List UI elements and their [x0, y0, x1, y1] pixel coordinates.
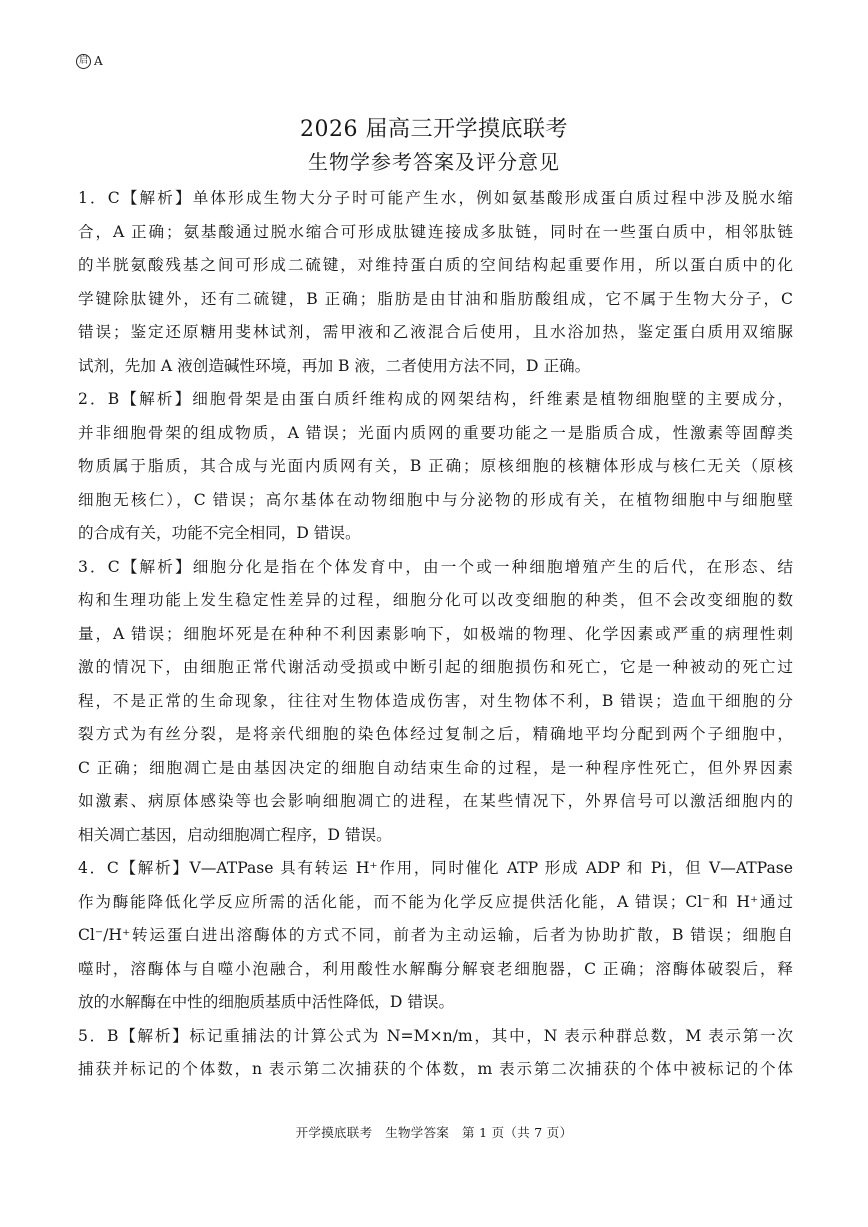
- text-line: 放的水解酶在中性的细胞质基质中活性降低，D 错误。: [78, 993, 455, 1011]
- text-line: C 正确；细胞凋亡是由基因决定的细胞自动结束生命的过程，是一种程序性死亡，但外界因素: [78, 758, 793, 777]
- text-line: 5．B【解析】标记重捕法的计算公式为 N=M×n/m，其中，N 表示种群总数，M 表示第一次: [78, 1026, 793, 1045]
- exam-badge: [76, 53, 103, 69]
- text-line: 1．C【解析】单体形成生物大分子时可能产生水，例如氨基酸形成蛋白质过程中涉及脱水缩: [78, 189, 793, 207]
- document-title: 2026 届高三开学摸底联考: [300, 117, 568, 142]
- text-line: 激的情况下，由细胞正常代谢活动受损或中断引起的细胞损伤和死亡，它是一种被动的死亡过: [78, 658, 793, 676]
- text-line: 裂方式为有丝分裂，是将亲代细胞的染色体经过复制之后，精确地平均分配到两个子细胞中，: [78, 725, 793, 743]
- text-line: Cl⁻/H⁺转运蛋白进出溶酶体的方式不同，前者为主动运输，后者为协助扩散，B 错误；细胞自: [78, 926, 793, 944]
- text-line: 4．C【解析】V—ATPase 具有转运 H⁺作用，同时催化 ATP 形成 ADP 和 Pi，但 V—ATPase: [78, 859, 793, 877]
- text-line: 噬时，溶酶体与自噬小泡融合，利用酸性水解酶分解衰老细胞器，C 正确；溶酶体破裂后，释: [78, 959, 793, 978]
- text-line: 构和生理功能上发生稳定性差异的过程，细胞分化可以改变细胞的种类，但不会改变细胞的数: [78, 591, 793, 609]
- text-line: 的合成有关，功能不完全相同，D 错误。: [78, 524, 361, 542]
- text-line: 如激素、病原体感染等也会影响细胞凋亡的进程，在某些情况下，外界信号可以激活细胞内的: [78, 792, 793, 810]
- text-line: 并非细胞骨架的组成物质，A 错误；光面内质网的重要功能之一是脂质合成，性激素等固醇类: [78, 423, 793, 442]
- version-letter: A: [94, 54, 103, 68]
- text-line: 相关凋亡基因，启动细胞凋亡程序，D 错误。: [78, 825, 392, 844]
- answer-body: [78, 163, 793, 1087]
- document-subtitle: 生物学参考答案及评分意见: [308, 150, 560, 174]
- text-line: 量，A 错误；细胞坏死是在种种不利因素影响下，如极端的物理、化学因素或严重的病理性刺: [78, 624, 793, 643]
- text-line: 错误；鉴定还原糖用斐林试剂，需甲液和乙液混合后使用，且水浴加热，鉴定蛋白质用双缩脲: [78, 323, 793, 341]
- text-line: 合，A 正确；氨基酸通过脱水缩合可形成肽键连接成多肽链，同时在一些蛋白质中，相邻肽链: [78, 222, 793, 241]
- text-line: 2．B【解析】细胞骨架是由蛋白质纤维构成的网架结构，纤维素是植物细胞壁的主要成分，: [78, 390, 793, 408]
- text-line: 试剂，先加 A 液创造碱性环境，再加 B 液，二者使用方法不同，D 正确。: [78, 356, 591, 375]
- text-line: 物质属于脂质，其合成与光面内质网有关，B 正确；原核细胞的核糖体形成与核仁无关（原核: [78, 457, 793, 475]
- text-line: 3．C【解析】细胞分化是指在个体发育中，由一个或一种细胞增殖产生的后代，在形态、结: [78, 557, 793, 576]
- page-footer: 开学摸底联考 生物学答案 第 1 页（共 7 页）: [295, 1125, 573, 1140]
- circled-char-icon: 启: [76, 54, 91, 69]
- text-line: 程，不是正常的生命现象，往往对生物体造成伤害，对生物体不利，B 错误；造血干细胞的分: [78, 691, 793, 710]
- text-line: 学键除肽键外，还有二硫键，B 正确；脂肪是由甘油和脂肪酸组成，它不属于生物大分子，C: [78, 289, 793, 308]
- text-line: 的半胱氨酸残基之间可形成二硫键，对维持蛋白质的空间结构起重要作用，所以蛋白质中的化: [78, 256, 793, 274]
- text-line: 作为酶能降低化学反应所需的活化能，而不能为化学反应提供活化能，A 错误；Cl⁻和 H⁺通过: [78, 892, 793, 911]
- text-line: 捕获并标记的个体数，n 表示第二次捕获的个体数，m 表示第二次捕获的个体中被标记的个体: [78, 1060, 793, 1078]
- text-line: 细胞无核仁），C 错误；高尔基体在动物细胞中与分泌物的形成有关，在植物细胞中与细胞壁: [78, 490, 793, 509]
